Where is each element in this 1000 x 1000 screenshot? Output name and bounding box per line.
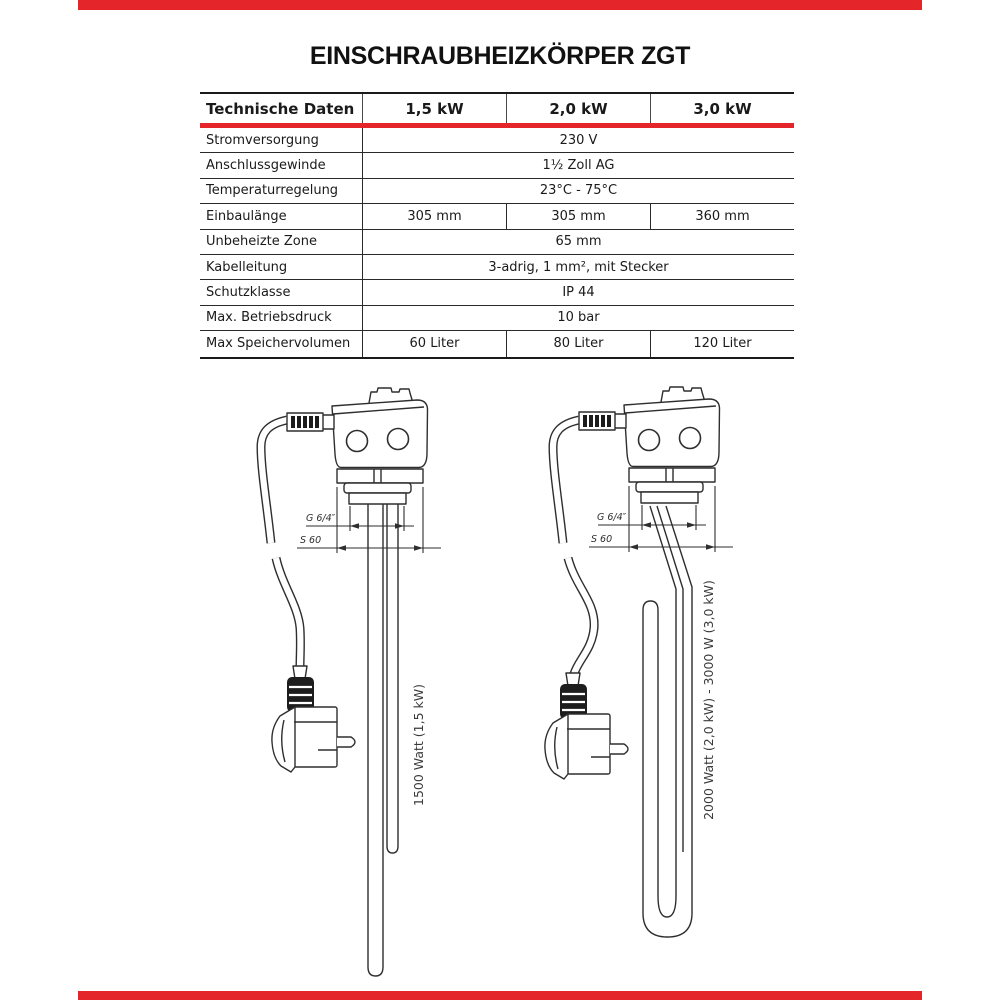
- power-cable: [553, 420, 594, 674]
- bottom-red-bar: [78, 991, 922, 1000]
- heating-rod-hairpin: [643, 506, 692, 937]
- row-value: 1½ Zoll AG: [362, 153, 794, 177]
- row-label: Einbaulänge: [206, 208, 287, 224]
- thread-dimension-label: G 6/4″: [597, 512, 627, 523]
- wrench-dimension-label: S 60: [300, 535, 322, 546]
- row-label: Max. Betriebsdruck: [206, 310, 332, 326]
- schuko-plug: [272, 666, 355, 772]
- row-value: 60 Liter: [362, 331, 506, 356]
- row-label: Anschlussgewinde: [206, 158, 326, 174]
- row-value: 10 bar: [362, 306, 794, 330]
- header-technische-daten: Technische Daten: [206, 99, 355, 118]
- page-title: EINSCHRAUBHEIZKÖRPER ZGT: [309, 42, 691, 70]
- row-label: Schutzklasse: [206, 285, 291, 301]
- row-value: 360 mm: [650, 204, 794, 228]
- heating-rod-straight: [368, 504, 398, 976]
- row-label: Stromversorgung: [206, 132, 319, 148]
- power-cable: [261, 420, 300, 667]
- header-1-5kw: 1,5 kW: [362, 94, 506, 123]
- thermostat-head: [287, 388, 428, 504]
- thread-dimension-label: G 6/4″: [306, 513, 336, 524]
- header-3-0kw: 3,0 kW: [650, 94, 794, 123]
- row-value: 230 V: [362, 128, 794, 152]
- row-value: 23°C - 75°C: [362, 179, 794, 203]
- heater-drawing-hairpin: [545, 387, 733, 937]
- row-value: 3-adrig, 1 mm², mit Stecker: [362, 255, 794, 279]
- row-value: 80 Liter: [506, 331, 650, 356]
- row-value: 120 Liter: [650, 331, 794, 356]
- row-label: Max Speichervolumen: [206, 336, 351, 352]
- heater-drawing-straight: [261, 388, 441, 976]
- row-label: Unbeheizte Zone: [206, 234, 318, 250]
- wrench-dimension-label: S 60: [591, 534, 613, 545]
- row-value: IP 44: [362, 280, 794, 304]
- row-value: 65 mm: [362, 230, 794, 254]
- row-label: Kabelleitung: [206, 259, 288, 275]
- thermostat-head: [579, 387, 720, 503]
- row-value: 305 mm: [362, 204, 506, 228]
- row-value: 305 mm: [506, 204, 650, 228]
- wattage-label-left: 1500 Watt (1,5 kW): [411, 684, 426, 806]
- header-2-0kw: 2,0 kW: [506, 94, 650, 123]
- row-label: Temperaturregelung: [206, 183, 339, 199]
- schuko-plug: [545, 673, 628, 779]
- wattage-label-right: 2000 Watt (2,0 kW) - 3000 W (3,0 kW): [701, 580, 716, 820]
